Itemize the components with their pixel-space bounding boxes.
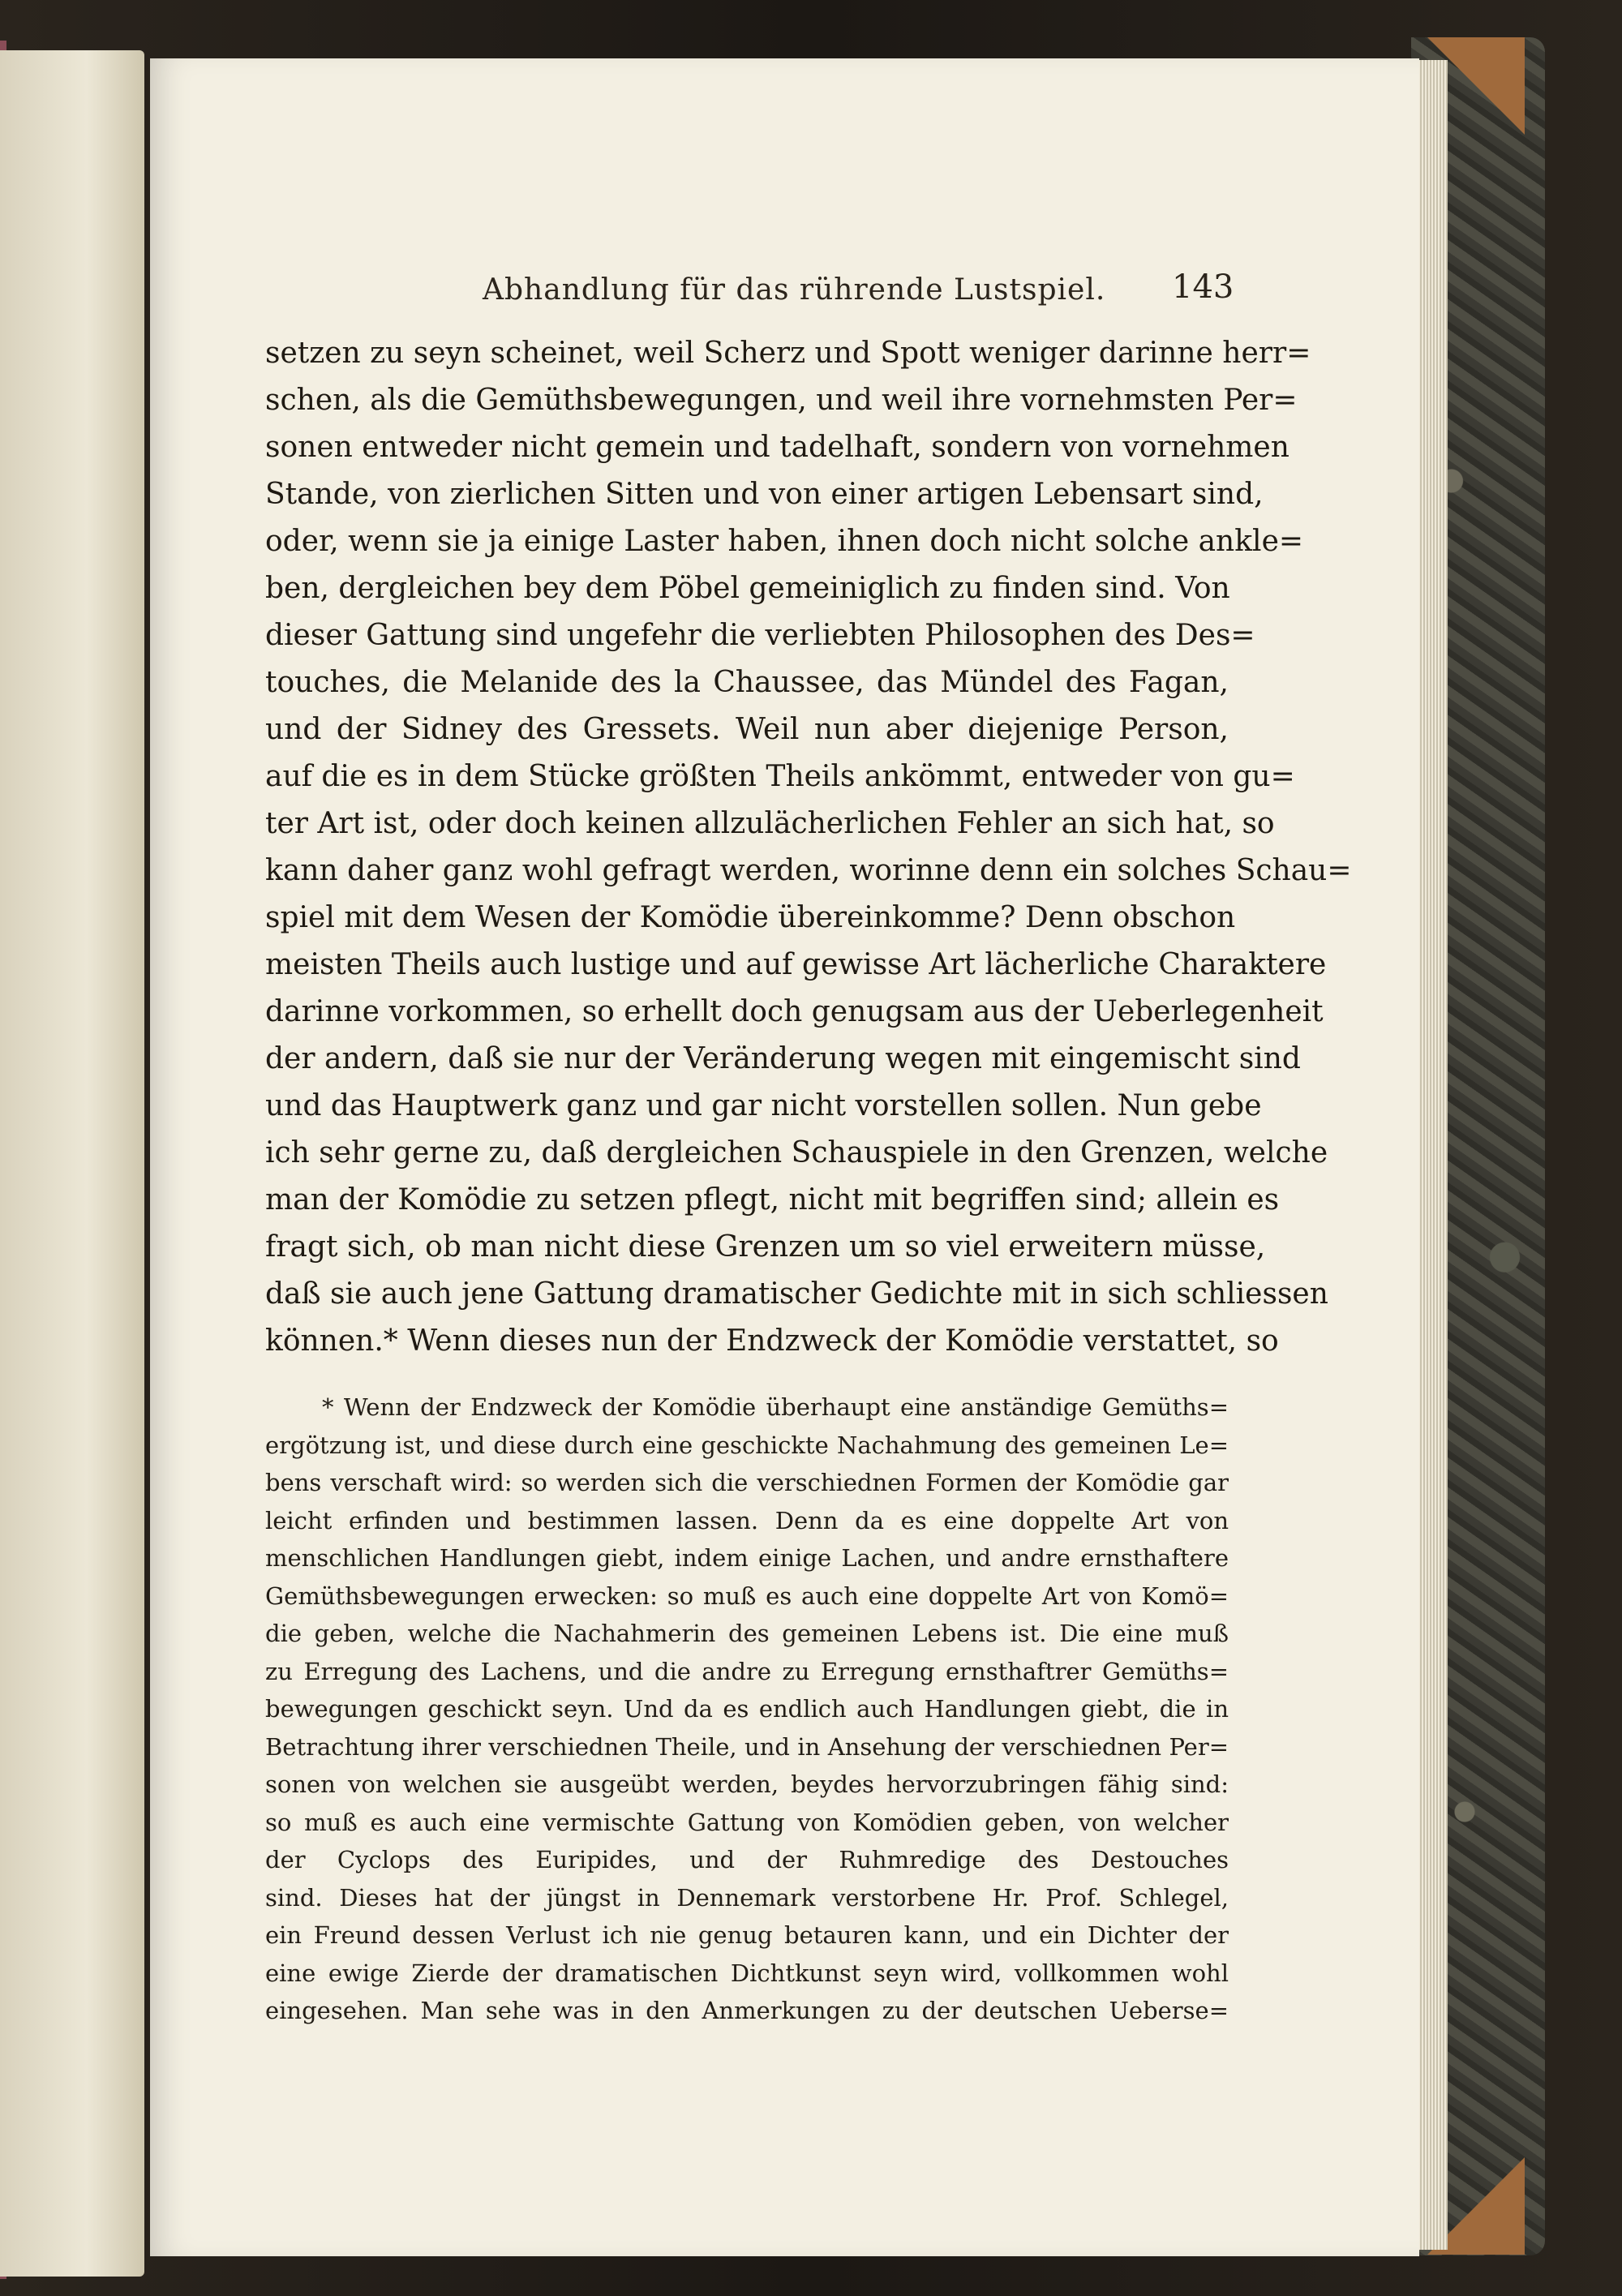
page-number: 143: [1172, 268, 1234, 306]
text-line: darinne vorkommen, so erhellt doch genugsam aus der Ueberlegenheit: [265, 995, 1324, 1028]
footnote-line: so muß es auch eine vermischte Gattung von Komödien geben, von welcher: [265, 1808, 1229, 1836]
footnote-line: eine ewige Zierde der dramatischen Dichtkunst seyn wird, vollkommen wohl: [265, 1959, 1229, 1987]
text-line: ich sehr gerne zu, daß dergleichen Schauspiele in den Grenzen, welche: [265, 1136, 1328, 1169]
text-line: setzen zu seyn scheinet, weil Scherz und Spott weniger darinne herr=: [265, 337, 1311, 370]
footnote: [265, 1388, 1229, 2030]
footnote-line: zu Erregung des Lachens, und die andre zu Erregung ernsthaftrer Gemüths=: [265, 1657, 1229, 1685]
text-line: der andern, daß sie nur der Veränderung wegen mit eingemischt sind: [265, 1042, 1301, 1075]
main-text: [265, 330, 1352, 1365]
text-line: und der Sidney des Gressets. Weil nun aber diejenige Person,: [265, 713, 1229, 746]
footnote-line: bewegungen geschickt seyn. Und da es endlich auch Handlungen giebt, die in: [265, 1695, 1229, 1723]
footnote-line: menschlichen Handlungen giebt, indem einige Lachen, und andre ernsthaftere: [265, 1544, 1229, 1572]
text-line: Stande, von zierlichen Sitten und von einer artigen Lebensart sind,: [265, 478, 1264, 511]
text-line: können.* Wenn dieses nun der Endzweck der Komödie verstattet, so: [265, 1324, 1279, 1358]
footnote-line: * Wenn der Endzweck der Komödie überhaupt eine anständige Gemüths=: [322, 1393, 1229, 1421]
left-page: [0, 50, 144, 2277]
footnote-line: ergötzung ist, und diese durch eine geschickte Nachahmung des gemeinen Le=: [265, 1431, 1229, 1459]
footnote-line: der Cyclops des Euripides, und der Ruhmredige des Destouches: [265, 1846, 1229, 1873]
text-line: dieser Gattung sind ungefehr die verliebten Philosophen des Des=: [265, 619, 1255, 652]
text-line: auf die es in dem Stücke größten Theils ankömmt, entweder von gu=: [265, 760, 1295, 793]
footnote-line: ein Freund dessen Verlust ich nie genug betauren kann, und ein Dichter der: [265, 1921, 1229, 1949]
text-line: sonen entweder nicht gemein und tadelhaft, sondern von vornehmen: [265, 431, 1289, 464]
text-line: schen, als die Gemüthsbewegungen, und weil ihre vornehmsten Per=: [265, 384, 1298, 417]
footnote-line: leicht erfinden und bestimmen lassen. Denn da es eine doppelte Art von: [265, 1506, 1229, 1534]
footnote-line: Gemüthsbewegungen erwecken: so muß es auch eine doppelte Art von Komö=: [265, 1581, 1229, 1610]
text-line: ter Art ist, oder doch keinen allzulächerlichen Fehler an sich hat, so: [265, 807, 1275, 840]
text-line: touches, die Melanide des la Chaussee, das Mündel des Fagan,: [265, 666, 1229, 699]
page-header: [150, 268, 1419, 314]
footnote-line: Betrachtung ihrer verschiednen Theile, und in Ansehung der verschiednen Per=: [265, 1732, 1229, 1761]
text-line: man der Komödie zu setzen pflegt, nicht mit begriffen sind; allein es: [265, 1183, 1280, 1217]
footnote-line: sind. Dieses hat der jüngst in Dennemark verstorbene Hr. Prof. Schlegel,: [265, 1883, 1229, 1912]
footnote-line: eingesehen. Man sehe was in den Anmerkungen zu der deutschen Ueberse=: [265, 1997, 1229, 2024]
running-title: Abhandlung für das rührende Lustspiel.: [483, 273, 1106, 307]
text-line: oder, wenn sie ja einige Laster haben, ihnen doch nicht solche ankle=: [265, 525, 1304, 558]
text-line: und das Hauptwerk ganz und gar nicht vorstellen sollen. Nun gebe: [265, 1089, 1262, 1122]
text-line: ben, dergleichen bey dem Pöbel gemeiniglich zu finden sind. Von: [265, 572, 1230, 605]
text-line: meisten Theils auch lustige und auf gewisse Art lächerliche Charaktere: [265, 948, 1327, 981]
text-line: kann daher ganz wohl gefragt werden, worinne denn ein solches Schau=: [265, 854, 1352, 887]
text-line: fragt sich, ob man nicht diese Grenzen um so viel erweitern müsse,: [265, 1230, 1266, 1264]
text-line: daß sie auch jene Gattung dramatischer Gedichte mit in sich schliessen: [265, 1277, 1328, 1311]
footnote-line: sonen von welchen sie ausgeübt werden, beydes hervorzubringen fähig sind:: [265, 1770, 1229, 1798]
footnote-line: bens verschaft wird: so werden sich die verschiednen Formen der Komödie gar: [265, 1469, 1229, 1496]
page-edges: [1415, 60, 1448, 2250]
text-line: spiel mit dem Wesen der Komödie übereinkomme? Denn obschon: [265, 901, 1236, 934]
book-page: [150, 58, 1419, 2256]
footnote-line: die geben, welche die Nachahmerin des gemeinen Lebens ist. Die eine muß: [265, 1620, 1229, 1647]
